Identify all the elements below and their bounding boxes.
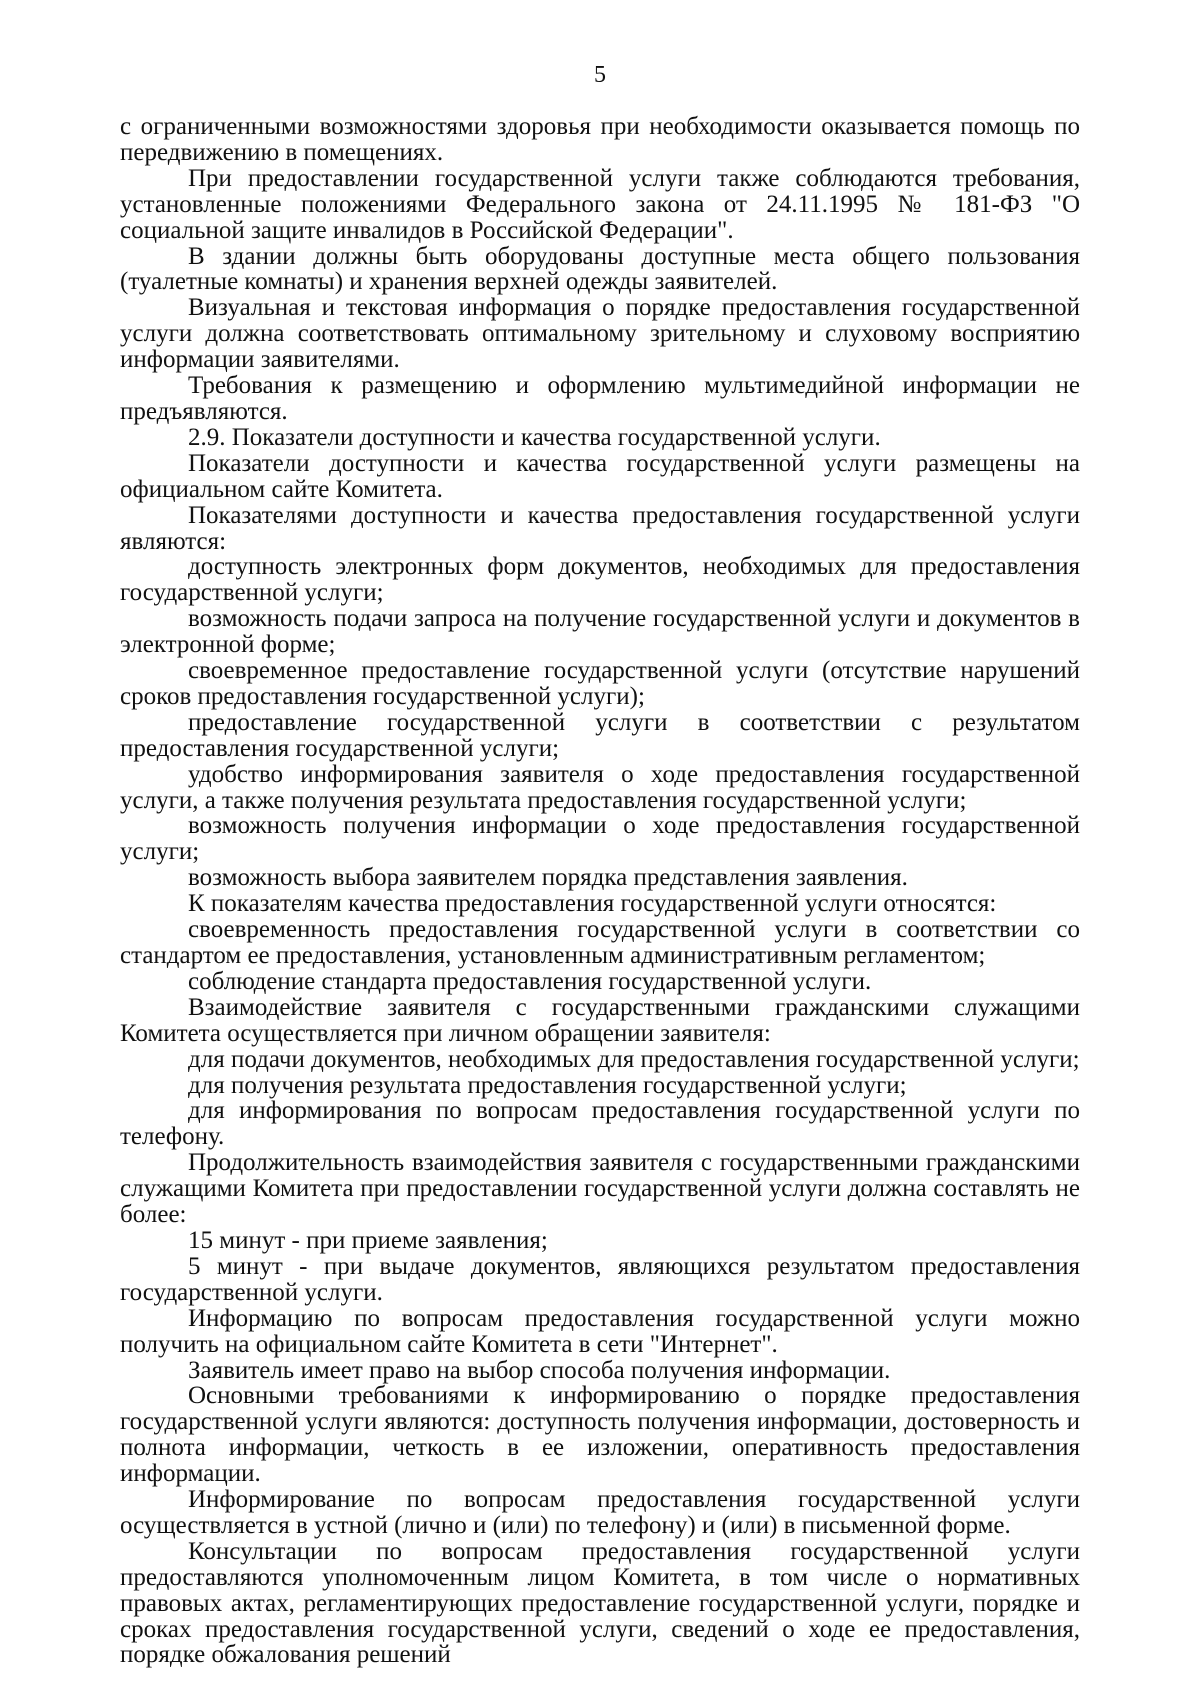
paragraph: возможность получения информации о ходе предоставления государственной услуги;: [120, 812, 1080, 866]
paragraph: соблюдение стандарта предоставления государственной услуги.: [188, 967, 872, 995]
paragraph: Взаимодействие заявителя с государственными гражданскими служащими Комитета осуществляется при личном обращении заявителя:: [120, 993, 1080, 1047]
paragraph: Продолжительность взаимодействия заявителя с государственными гражданскими служащими Комитета при предоставлении государственной услуги должна составлять не более:: [120, 1149, 1080, 1229]
paragraph: своевременность предоставления государственной услуги в соответствии со стандартом ее предоставления, установленным административным регламентом;: [120, 916, 1080, 969]
document-body: [120, 114, 1080, 1668]
paragraph: К показателям качества предоставления государственной услуги относятся:: [188, 890, 997, 918]
paragraph: возможность выбора заявителем порядка представления заявления.: [188, 864, 908, 892]
paragraph: В здании должны быть оборудованы доступные места общего пользования (туалетные комнаты) и хранения верхней одежды заявителей.: [120, 242, 1080, 296]
paragraph: возможность подачи запроса на получение государственной услуги и документов в электронной форме;: [120, 605, 1080, 659]
paragraph: Визуальная и текстовая информация о порядке предоставления государственной услуги должна соответствовать оптимальному зрительному и слуховому восприятию информации заявителями.: [120, 294, 1080, 374]
paragraph: 5 минут - при выдаче документов, являющихся результатом предоставления государственной услуги.: [120, 1252, 1080, 1306]
page-number: 5: [594, 62, 606, 88]
paragraph: Показателями доступности и качества предоставления государственной услуги являются:: [120, 501, 1080, 555]
paragraph: Информирование по вопросам предоставления государственной услуги осуществляется в устной (лично и (или) по телефону) и (или) в письменной форме.: [120, 1486, 1080, 1539]
paragraph: удобство информирования заявителя о ходе предоставления государственной услуги, а также получения результата предоставления государственной услуги;: [120, 760, 1080, 814]
paragraph: доступность электронных форм документов, необходимых для предоставления государственной услуги;: [120, 553, 1080, 607]
paragraph: При предоставлении государственной услуги также соблюдаются требования, установленные положениями Федерального закона от 24.11.1995 № 181-ФЗ "О социальной защите инвалидов в Российской Федерации".: [120, 164, 1080, 244]
paragraph: для подачи документов, необходимых для предоставления государственной услуги;: [188, 1045, 1080, 1073]
paragraph: своевременное предоставление государственной услуги (отсутствие нарушений сроков предоставления государственной услуги);: [120, 657, 1080, 710]
paragraph: Заявитель имеет право на выбор способа получения информации.: [188, 1356, 891, 1384]
paragraph: Показатели доступности и качества государственной услуги размещены на официальном сайте Комитета.: [120, 449, 1080, 503]
paragraph: Информацию по вопросам предоставления государственной услуги можно получить на официальном сайте Комитета в сети "Интернет".: [120, 1304, 1080, 1358]
paragraph: 2.9. Показатели доступности и качества государственной услуги.: [188, 423, 881, 451]
paragraph: Основными требованиями к информированию о порядке предоставления государственной услуги являются: доступность получения информации, достоверность и полнота информации, четкость в ее изложении, оперативность предоставления информации.: [120, 1382, 1080, 1488]
paragraph: 15 минут - при приеме заявления;: [188, 1226, 548, 1254]
paragraph: Требования к размещению и оформлению мультимедийной информации не предъявляются.: [120, 372, 1080, 425]
paragraph: Консультации по вопросам предоставления государственной услуги предоставляются уполномоченным лицом Комитета, в том числе о нормативных правовых актах, регламентирующих предоставление государственной услуги, порядке и сроках предоставления государственной услуги, сведений о ходе ее предоставления, порядке обжалования решений: [120, 1537, 1080, 1669]
paragraph: для получения результата предоставления государственной услуги;: [188, 1071, 907, 1099]
paragraph: с ограниченными возможностями здоровья при необходимости оказывается помощь по передвижению в помещениях.: [120, 113, 1080, 166]
paragraph: предоставление государственной услуги в соответствии с результатом предоставления государственной услуги;: [120, 708, 1080, 762]
paragraph: для информирования по вопросам предоставления государственной услуги по телефону.: [120, 1097, 1080, 1151]
